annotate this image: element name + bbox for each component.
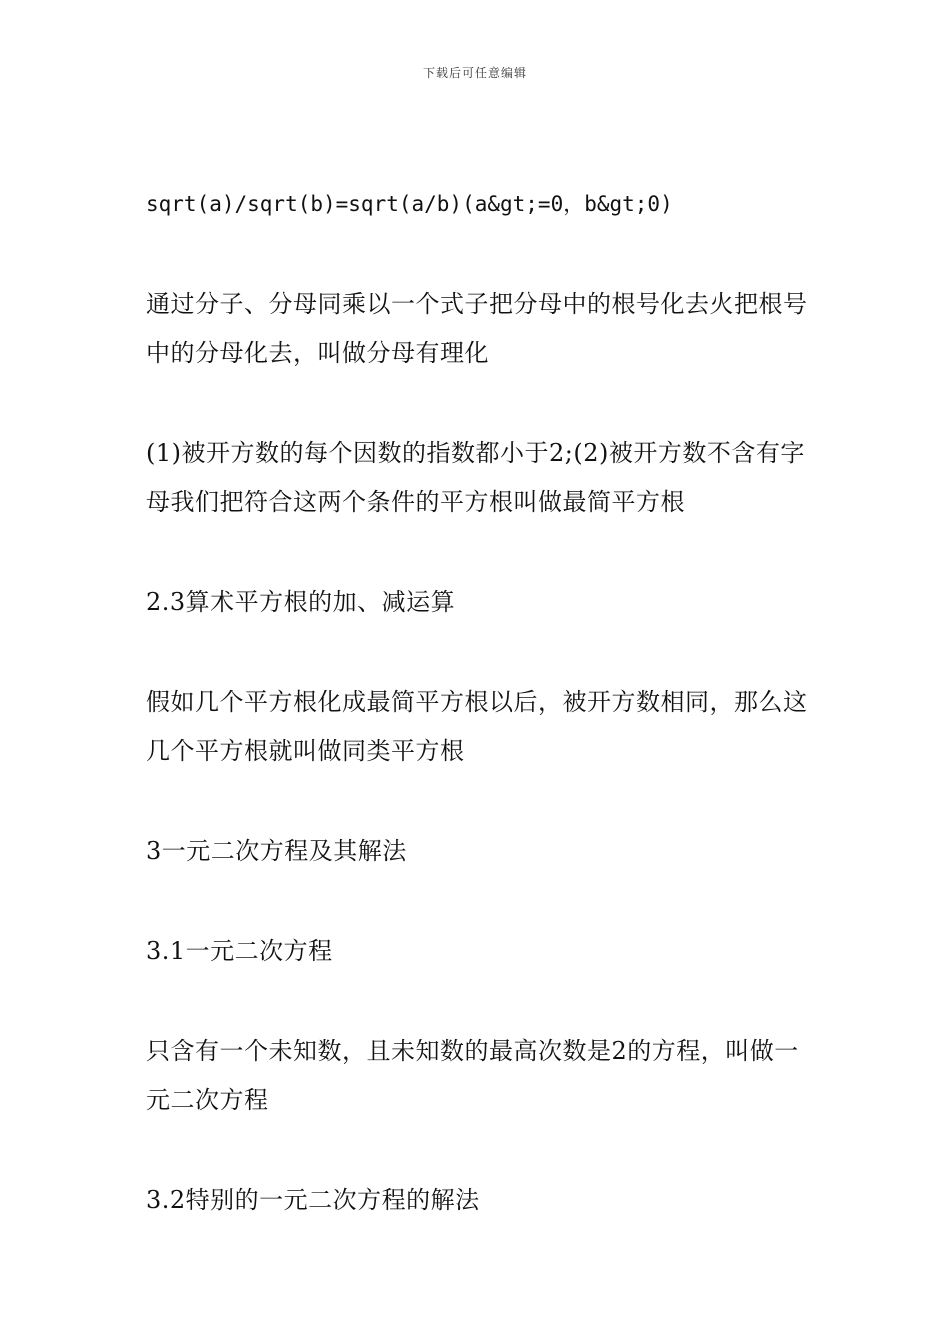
document-body [146,180,811,1276]
paragraph-simplest-root: (1)被开方数的每个因数的指数都小于2;(2)被开方数不含有字母我们把符合这两个条件的平方根叫做最简平方根 [146,439,805,516]
page-header: 下载后可任意编辑 [422,66,527,80]
section-heading-3-1: 3.1一元二次方程 [146,937,333,965]
paragraph-rationalization: 通过分子、分母同乘以一个式子把分母中的根号化去火把根号中的分母化去，叫做分母有理化 [146,290,808,367]
section-heading-2-3: 2.3算术平方根的加、减运算 [146,588,456,616]
paragraph-similar-roots: 假如几个平方根化成最简平方根以后，被开方数相同，那么这几个平方根就叫做同类平方根 [146,688,808,765]
section-heading-3-2: 3.2特别的一元二次方程的解法 [146,1186,480,1214]
section-heading-3: 3一元二次方程及其解法 [146,837,407,865]
paragraph-quadratic-definition: 只含有一个未知数，且未知数的最高次数是2的方程，叫做一元二次方程 [146,1037,799,1114]
formula-paragraph: sqrt(a)/sqrt(b)=sqrt(a/b)(a&gt;=0，b&gt;0) [146,192,673,216]
